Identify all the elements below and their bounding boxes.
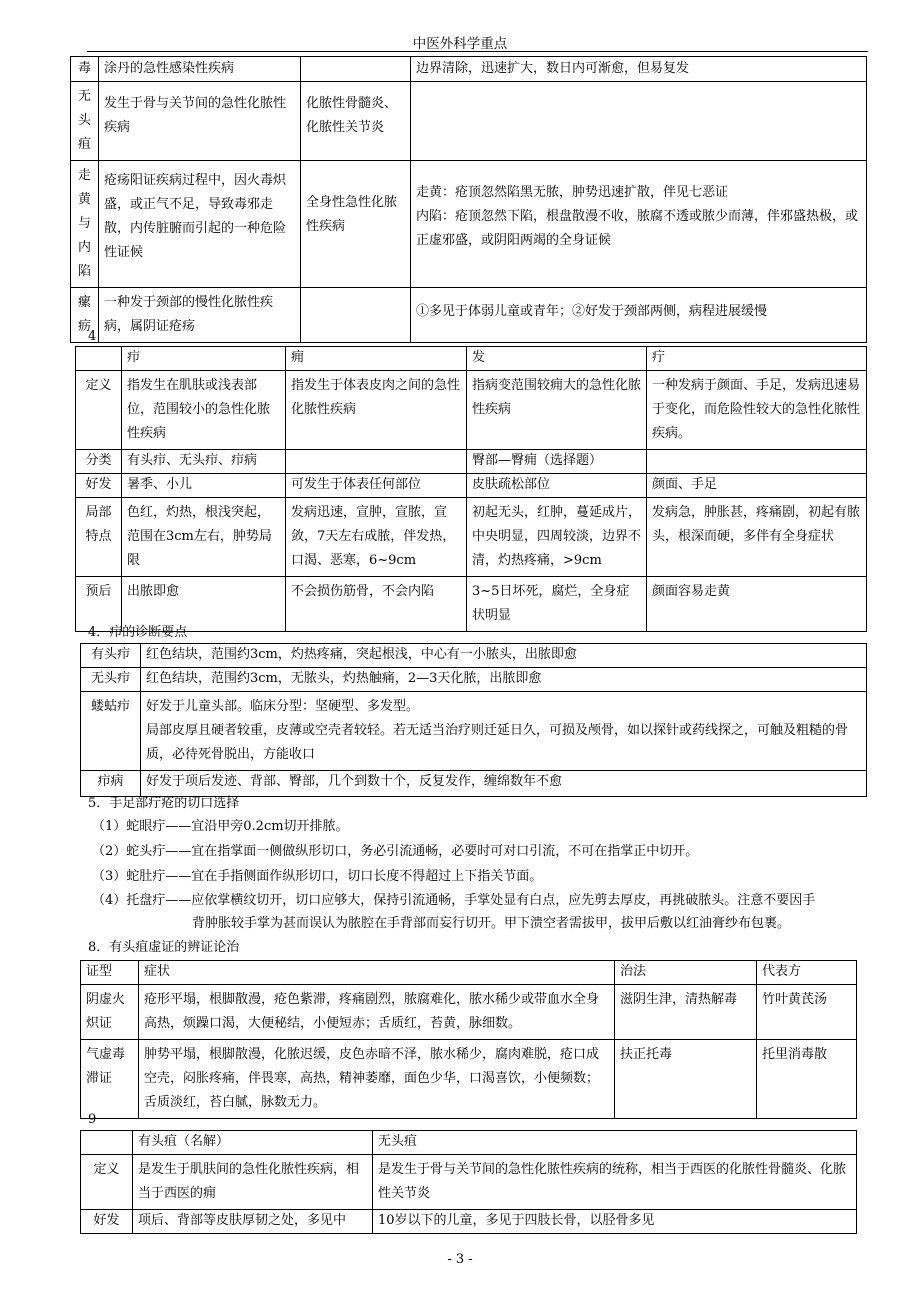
table-cell: 可发生于体表任何部位 <box>286 474 467 498</box>
row-label: 局部特点 <box>76 498 122 577</box>
row-label: 无头疖 <box>81 668 141 692</box>
section-number: 4 <box>88 329 97 344</box>
row-label: 分类 <box>76 450 122 474</box>
table-cell: 红色结块，范围约3cm，灼热疼痛，突起根浅，中心有一小脓头，出脓即愈 <box>141 644 867 668</box>
table-cell: 不会损伤筋骨，不会内陷 <box>286 577 467 632</box>
table-cell: 3~5日坏死，腐烂，全身症状明显 <box>467 577 647 632</box>
table-syndrome-treatment <box>80 960 857 1119</box>
table-row <box>71 82 867 161</box>
table-row <box>81 1155 857 1210</box>
table-cell: 10岁以下的儿童，多见于四肢长骨，以胫骨多见 <box>373 1210 857 1234</box>
page-number: - 3 - <box>447 1252 473 1267</box>
feature-line: 走黄：疮顶忽然陷黑无脓，肿势迅速扩散，伴见七恶证 <box>416 185 729 200</box>
list-item: （2）蛇头疔——宜在指掌面一侧做纵形切口，务必引流通畅，必要时可对口引流，不可在指掌正中切开。 <box>92 844 699 859</box>
row-name: 毒 <box>71 57 99 82</box>
table-row <box>76 577 867 632</box>
column-header: 无头疽 <box>373 1131 857 1155</box>
table-cell: 扶正托毒 <box>615 1040 757 1119</box>
row-west <box>301 288 411 343</box>
row-label: 好发 <box>81 1210 133 1234</box>
column-header: 疔 <box>647 347 867 371</box>
table-cell: 项后、背部等皮肤厚韧之处，多见中 <box>133 1210 373 1234</box>
column-header: 症状 <box>139 961 615 985</box>
table-row <box>71 288 867 343</box>
table-header-row <box>81 961 857 985</box>
section-number: 9 <box>88 1112 97 1127</box>
column-header: 疖 <box>122 347 286 371</box>
table-cell: 指发生在肌肤或浅表部位，范围较小的急性化脓性疾病 <box>122 371 286 450</box>
table-header-row <box>81 1131 857 1155</box>
table-cell: 指病变范围较痈大的急性化脓性疾病 <box>467 371 647 450</box>
cell-line: 局部皮厚且硬者较重，皮薄或空壳者较轻。若无适当治疗则迁延日久，可损及颅骨，如以探针或药线探之，可触及粗糙的骨质，必待死骨脱出，方能收口 <box>146 723 849 762</box>
feature-line: 内陷：疮顶忽然下陷，根盘散漫不收，脓腐不透或脓少而薄，伴邪盛热极，或正虚邪盛，或阴阳两竭的全身证候 <box>416 209 859 248</box>
row-label: 预后 <box>76 577 122 632</box>
table-cell: 出脓即愈 <box>122 577 286 632</box>
row-label: 疖病 <box>81 771 141 797</box>
table-row <box>81 1210 857 1234</box>
table-cell: 红色结块，范围约3cm，无脓头，灼热触痛，2—3天化脓，出脓即愈 <box>141 668 867 692</box>
table-cell: 发病急，肿胀甚，疼痛剧，初起有脓头，根深而硬，多伴有全身症状 <box>647 498 867 577</box>
column-header: 治法 <box>615 961 757 985</box>
table-row <box>71 57 867 82</box>
table-cell <box>286 450 467 474</box>
table-diseases-continued <box>70 56 867 343</box>
table-cell: 臀部—臀痈（选择题） <box>467 450 647 474</box>
table-cell: 有头疖、无头疖、疖病 <box>122 450 286 474</box>
row-label: 定义 <box>76 371 122 450</box>
table-boil-diagnosis <box>80 643 867 797</box>
row-def: 疮疡阳证疾病过程中，因火毒炽盛，或正气不足，导致毒邪走散，内传脏腑而引起的一种危险性证候 <box>99 161 301 288</box>
column-header: 痈 <box>286 347 467 371</box>
row-label: 有头疖 <box>81 644 141 668</box>
table-cell: 颜面容易走黄 <box>647 577 867 632</box>
table-cell: 是发生于骨与关节间的急性化脓性疾病的统称，相当于西医的化脓性骨髓炎、化脓性关节炎 <box>373 1155 857 1210</box>
table-row <box>81 668 867 692</box>
column-header: 有头疽（名解） <box>133 1131 373 1155</box>
row-west <box>301 57 411 82</box>
table-cell: 托里消毒散 <box>757 1040 857 1119</box>
column-header: 代表方 <box>757 961 857 985</box>
table-cell: 竹叶黄芪汤 <box>757 985 857 1040</box>
table-row <box>81 1040 857 1119</box>
table-row <box>81 644 867 668</box>
table-cell: 暑季、小儿 <box>122 474 286 498</box>
row-name: 走黄与内陷 <box>71 161 99 288</box>
row-feature: ①多见于体弱儿童或青年；②好发于颈部两侧，病程进展缓慢 <box>411 288 867 343</box>
table-row <box>81 985 857 1040</box>
row-def: 发生于骨与关节间的急性化脓性疾病 <box>99 82 301 161</box>
row-feature <box>411 161 867 288</box>
table-cell: 初起无头，红肿，蔓延成片，中央明显，四周较淡，边界不清，灼热疼痛，>9cm <box>467 498 647 577</box>
table-row <box>76 450 867 474</box>
list-item: （1）蛇眼疔——宜沿甲旁0.2cm切开排脓。 <box>92 819 349 834</box>
table-cell: 一种发病于颜面、手足，发病迅速易于变化，而危险性较大的急性化脓性疾病。 <box>647 371 867 450</box>
table-row <box>76 498 867 577</box>
list-item-continued: 背肿胀较手掌为甚而误认为脓腔在手背部而妄行切开。甲下溃空者需拔甲，拔甲后敷以红油膏纱布包裹。 <box>192 916 791 931</box>
table-cell <box>141 692 867 771</box>
column-header <box>81 1131 133 1155</box>
row-label: 好发 <box>76 474 122 498</box>
section-title: 4．疖的诊断要点 <box>88 625 188 640</box>
row-name: 瘰疬 <box>71 288 99 343</box>
list-item: （4）托盘疔——应依掌横纹切开，切口应够大，保持引流通畅，手掌处显有白点，应先剪去厚皮，再挑破脓头。注意不要因手 <box>92 893 816 908</box>
column-header <box>76 347 122 371</box>
section-title: 8．有头疽虚证的辨证论治 <box>88 940 240 955</box>
table-row <box>76 371 867 450</box>
row-west: 全身性急性化脓性疾病 <box>301 161 411 288</box>
table-cell: 颜面、手足 <box>647 474 867 498</box>
row-label: 定义 <box>81 1155 133 1210</box>
table-header-row <box>76 347 867 371</box>
row-feature: 边界清除，迅速扩大，数日内可渐愈，但易复发 <box>411 57 867 82</box>
table-cell: 肿势平塌，根脚散漫，化脓迟缓，皮色赤暗不泽，脓水稀少，腐肉难脱，疮口成空壳，闷胀疼痛，伴畏寒，高热，精神萎靡，面色少华，口渴喜饮，小便频数；舌质淡红，苔白腻，脉数无力。 <box>139 1040 615 1119</box>
row-label: 蝼蛄疖 <box>81 692 141 771</box>
table-row <box>81 771 867 797</box>
table-comparison-four <box>75 346 867 632</box>
row-label: 气虚毒滞证 <box>81 1040 139 1119</box>
row-feature <box>411 82 867 161</box>
table-cell: 发病迅速，宣肿，宣脓，宣敛，7天左右成脓，伴发热，口渴、恶寒，6~9cm <box>286 498 467 577</box>
table-cell: 滋阴生津，清热解毒 <box>615 985 757 1040</box>
page-header: 中医外科学重点 <box>412 36 508 52</box>
cell-line: 好发于儿童头部。临床分型：坚硬型、多发型。 <box>146 699 420 714</box>
table-cell: 指发生于体表皮肉之间的急性化脓性疾病 <box>286 371 467 450</box>
table-cell: 色红，灼热，根浅突起，范围在3cm左右，肿势局限 <box>122 498 286 577</box>
table-row <box>81 692 867 771</box>
row-west: 化脓性骨髓炎、化脓性关节炎 <box>301 82 411 161</box>
column-header: 证型 <box>81 961 139 985</box>
table-cell: 疮形平塌，根脚散漫，疮色紫滞，疼痛剧烈，脓腐难化，脓水稀少或带血水全身高热，烦躁口渴，大便秘结，小便短赤；舌质红，苔黄，脉细数。 <box>139 985 615 1040</box>
table-cell: 皮肤疏松部位 <box>467 474 647 498</box>
row-def: 一种发于颈部的慢性化脓性疾病，属阴证疮疡 <box>99 288 301 343</box>
table-cell: 好发于项后发迹、背部、臀部，几个到数十个，反复发作，缠绵数年不愈 <box>141 771 867 797</box>
row-name: 无头疽 <box>71 82 99 161</box>
table-cell: 是发生于肌肤间的急性化脓性疾病，相当于西医的痈 <box>133 1155 373 1210</box>
row-def: 涂丹的急性感染性疾病 <box>99 57 301 82</box>
table-cell <box>647 450 867 474</box>
table-row <box>71 161 867 288</box>
table-row <box>76 474 867 498</box>
column-header: 发 <box>467 347 647 371</box>
table-carbuncle-compare <box>80 1130 857 1234</box>
row-label: 阴虚火炽证 <box>81 985 139 1040</box>
header-rule <box>87 51 868 52</box>
list-item: （3）蛇肚疔——宜在手指侧面作纵形切口，切口长度不得超过上下指关节面。 <box>92 869 543 884</box>
section-title: 5．手足部疔疮的切口选择 <box>88 796 240 811</box>
